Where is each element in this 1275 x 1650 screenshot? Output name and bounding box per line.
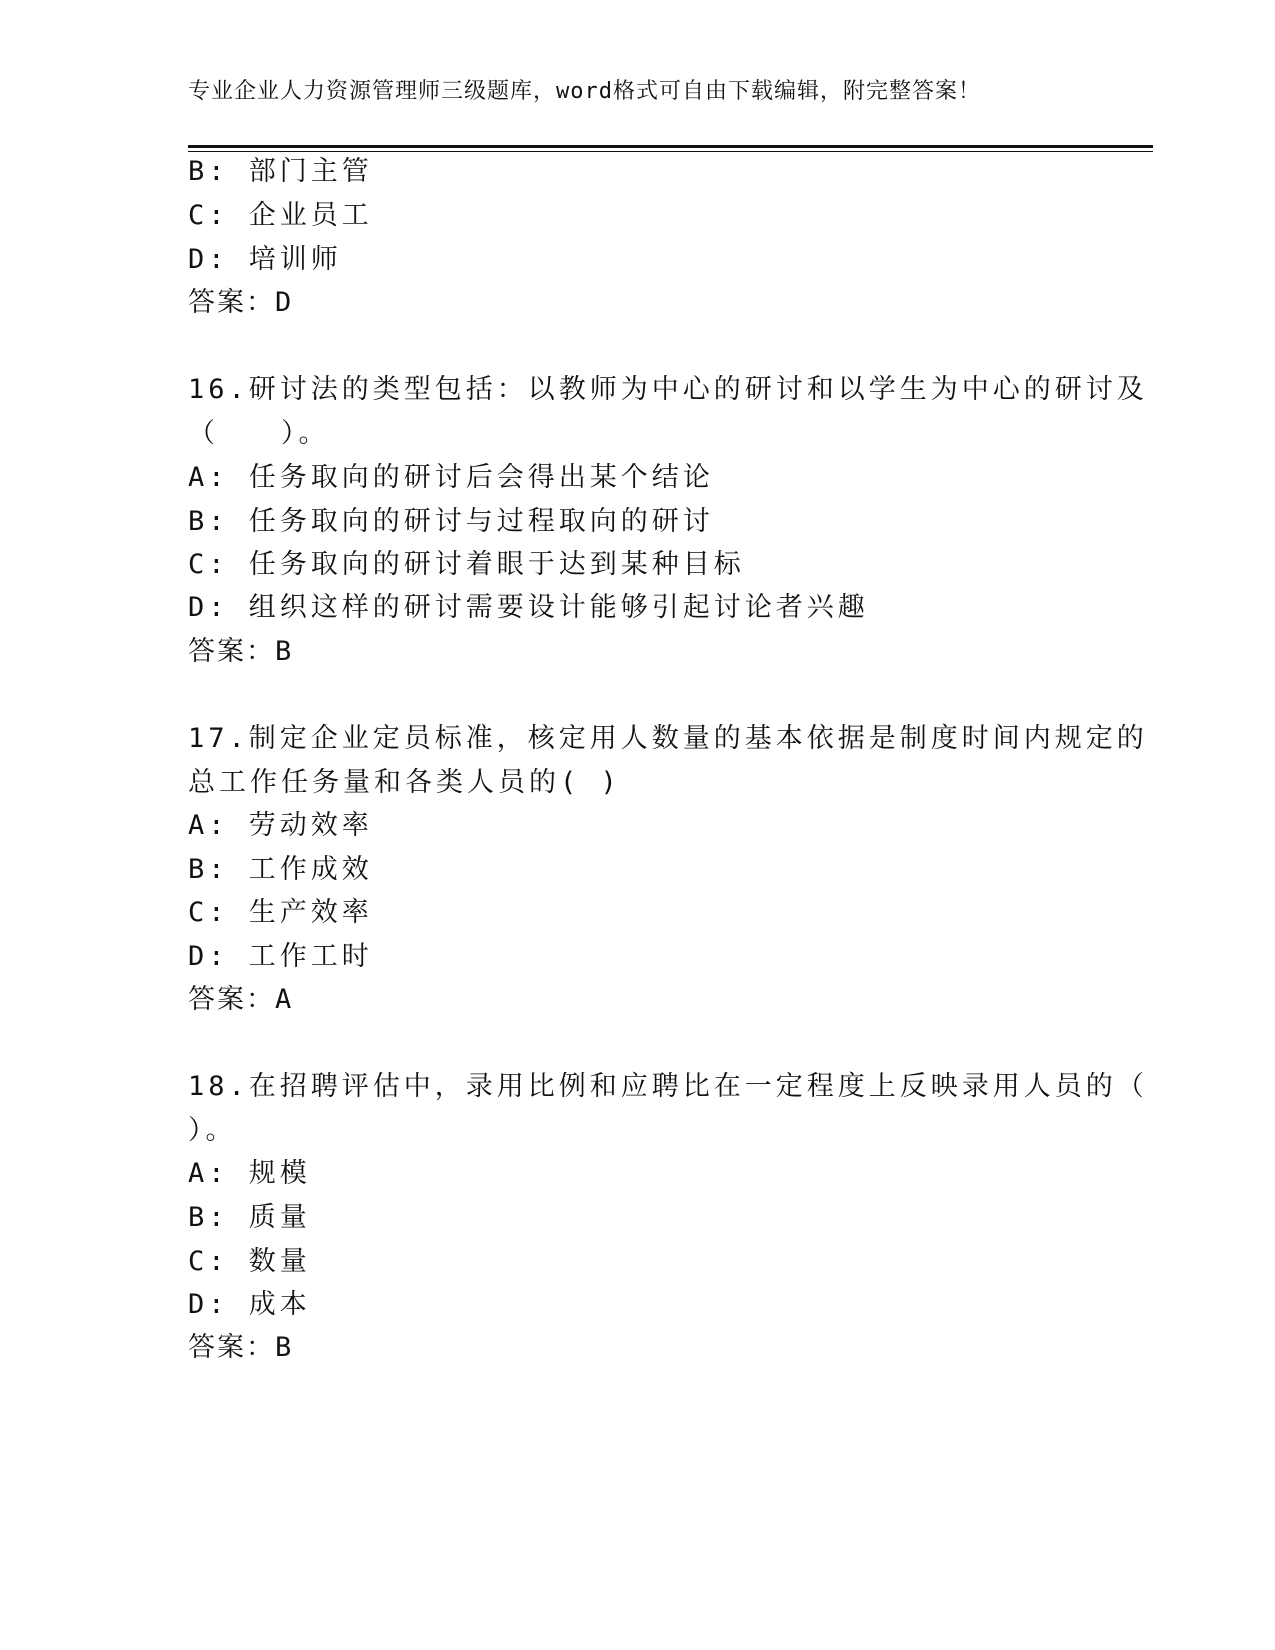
q16-stem-line-1: 16.研讨法的类型包括：以教师为中心的研讨和以学生为中心的研讨及 (188, 374, 1148, 405)
q18-stem-line-2: ）。 (188, 1115, 237, 1146)
q16-option-a: A: 任务取向的研讨后会得出某个结论 (188, 462, 714, 493)
q18-answer (188, 1331, 291, 1365)
q18-option-b: B: 质量 (188, 1202, 311, 1233)
page-header: 专业企业人力资源管理师三级题库，word格式可自由下载编辑，附完整答案！ (188, 79, 981, 104)
q16-option-c: C: 任务取向的研讨着眼于达到某种目标 (188, 549, 745, 580)
answer-value: B (275, 1332, 292, 1363)
q17-stem-line-1: 17.制定企业定员标准，核定用人数量的基本依据是制度时间内规定的 (188, 723, 1148, 754)
prev-option-b: B: 部门主管 (188, 156, 373, 187)
q18-option-c: C: 数量 (188, 1246, 311, 1277)
prev-answer (188, 286, 291, 320)
answer-label: 答案： (188, 636, 275, 667)
q17-option-b: B: 工作成效 (188, 854, 373, 885)
answer-value: D (275, 287, 292, 318)
q17-option-c: C: 生产效率 (188, 897, 373, 928)
q16-option-d: D: 组织这样的研讨需要设计能够引起讨论者兴趣 (188, 592, 869, 623)
prev-option-c: C: 企业员工 (188, 200, 373, 231)
answer-label: 答案： (188, 1332, 275, 1363)
answer-label: 答案： (188, 984, 275, 1015)
prev-option-d: D: 培训师 (188, 244, 342, 275)
q17-option-a: A: 劳动效率 (188, 810, 373, 841)
header-rule-thick (188, 145, 1153, 148)
q17-stem-line-2: 总工作任务量和各类人员的( ) (188, 767, 621, 798)
q16-answer (188, 635, 291, 669)
q17-option-d: D: 工作工时 (188, 941, 373, 972)
answer-value: B (275, 636, 292, 667)
answer-value: A (275, 984, 292, 1015)
q16-option-b: B: 任务取向的研讨与过程取向的研讨 (188, 506, 714, 537)
q18-option-a: A: 规模 (188, 1158, 311, 1189)
header-rule-thin (188, 151, 1153, 152)
q18-stem-line-1: 18.在招聘评估中，录用比例和应聘比在一定程度上反映录用人员的（ (188, 1071, 1148, 1102)
q17-answer (188, 983, 291, 1017)
answer-label: 答案： (188, 287, 275, 318)
q16-stem-line-2: （ ）。 (188, 418, 330, 449)
q18-option-d: D: 成本 (188, 1289, 311, 1320)
